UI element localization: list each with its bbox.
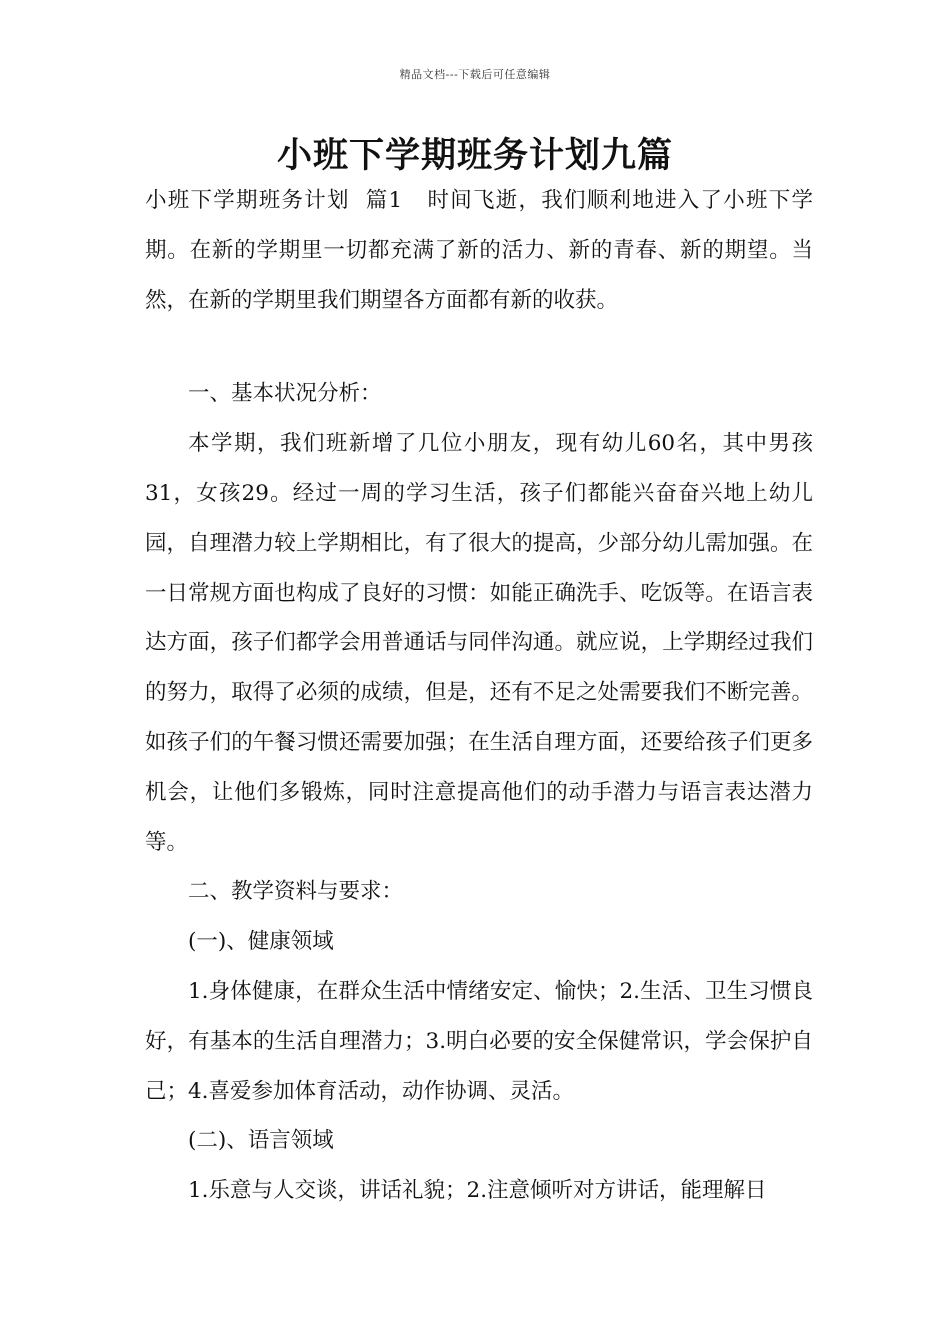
document-body: [145, 176, 813, 1216]
header-note: 精品文档---下载后可任意编辑: [399, 68, 551, 81]
language-heading: (二)、语言领域: [188, 1128, 334, 1154]
section2-heading: 二、教学资料与要求：: [188, 879, 404, 905]
health-paragraph: 1.身体健康，在群众生活中情绪安定、愉快；2.生活、卫生习惯良好，有基本的生活自理潜力；3.明白必要的安全保健常识，学会保护自己；4.喜爱参加体育活动，动作协调、灵活。: [145, 978, 813, 1104]
intro-label: 篇1: [365, 188, 403, 213]
language-paragraph: 1.乐意与人交谈，讲话礼貌；2.注意倾听对方讲话，能理解日: [188, 1178, 767, 1204]
intro-paragraph: [145, 176, 813, 325]
intro-lead: 小班下学期班务计划: [145, 188, 350, 213]
health-heading: (一)、健康领域: [188, 929, 334, 955]
intro-text: 时间飞逝，我们顺利地进入了小班下学期。在新的学期里一切都充满了新的活力、新的青春、新的期望。当然，在新的学期里我们期望各方面都有新的收获。: [145, 188, 813, 313]
section1-heading: 一、基本状况分析：: [188, 381, 382, 407]
section1-paragraph: 本学期，我们班新增了几位小朋友，现有幼儿60名，其中男孩31，女孩29。经过一周的学习生活，孩子们都能兴奋奋兴地上幼儿园，自理潜力较上学期相比，有了很大的提高，少部分幼儿需加强。在一日常规方面也构成了良好的习惯：如能正确洗手、吃饭等。在语言表达方面，孩子们都学会用普通话与同伴沟通。就应说，上学期经过我们的努力，取得了必须的成绩，但是，还有不足之处需要我们不断完善。如孩子们的午餐习惯还需要加强；在生活自理方面，还要给孩子们更多机会，让他们多锻炼，同时注意提高他们的动手潜力与语言表达潜力等。: [145, 431, 813, 855]
document-title: 小班下学期班务计划九篇: [276, 135, 673, 176]
